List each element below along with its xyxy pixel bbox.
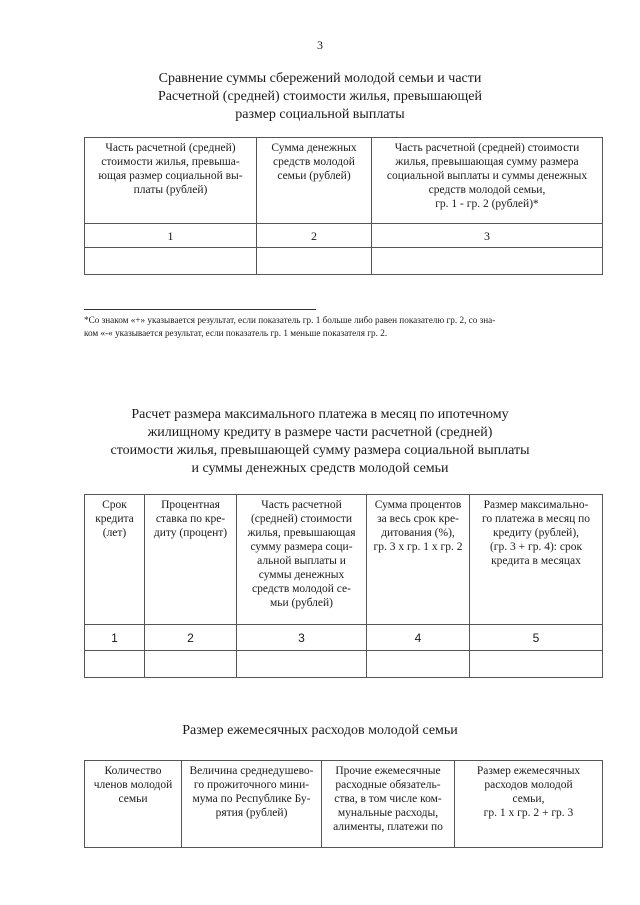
data-cell[interactable] xyxy=(367,651,470,678)
section3-title xyxy=(0,722,640,740)
column-number: 2 xyxy=(145,625,237,651)
data-cell[interactable] xyxy=(85,248,257,275)
column-number: 1 xyxy=(85,625,145,651)
section1-title-line: Расчетной (средней) стоимости жилья, превышающей xyxy=(158,89,482,104)
header-cell-4: Сумма процентов за весь срок кре- дитования (%), гр. 3 х гр. 1 х гр. 2 xyxy=(367,495,470,625)
table-header-row xyxy=(85,138,603,224)
footnote-line: ком «-« указывается результат, если показатель гр. 1 меньше показателя гр. 2. xyxy=(84,328,388,338)
header-cell-3: Часть расчетной (средней) стоимости жилья, превышающая сумму размера социальной выплаты и суммы денежных средств молодой семьи, гр. 1 - гр. 2 (рублей)* xyxy=(372,138,603,224)
header-cell-1: Количество членов молодой семьи xyxy=(85,761,182,848)
header-cell-2: Процентная ставка по кре- диту (процент) xyxy=(145,495,237,625)
section1-title-line: Сравнение суммы сбережений молодой семьи и части xyxy=(158,71,482,86)
header-cell-3: Часть расчетной (средней) стоимости жилья, превышающая сумму размера соци- альной выплаты и суммы денежных средств молодой се- мьи (рублей) xyxy=(237,495,367,625)
data-cell[interactable] xyxy=(237,651,367,678)
column-number: 1 xyxy=(85,224,257,248)
column-number: 3 xyxy=(372,224,603,248)
header-cell-3: Прочие ежемесячные расходные обязатель- ства, в том числе ком- мунальные расходы, алименты, платежи по xyxy=(322,761,455,848)
section2-title xyxy=(0,406,640,478)
header-cell-1: Срок кредита (лет) xyxy=(85,495,145,625)
monthly-expenses-table xyxy=(84,760,603,848)
savings-comparison-table xyxy=(84,137,603,275)
column-number-row xyxy=(85,224,603,248)
data-cell[interactable] xyxy=(470,651,603,678)
column-number: 2 xyxy=(257,224,372,248)
data-cell[interactable] xyxy=(372,248,603,275)
data-entry-row xyxy=(85,651,603,678)
table-header-row xyxy=(85,495,603,625)
section1-title-line: размер социальной выплаты xyxy=(235,107,405,122)
column-number: 3 xyxy=(237,625,367,651)
section2-title-line: и суммы денежных средств молодой семьи xyxy=(191,461,449,476)
section3-title-line: Размер ежемесячных расходов молодой семьи xyxy=(182,723,458,738)
column-number: 4 xyxy=(367,625,470,651)
footnote-line: *Со знаком «+» указывается результат, если показатель гр. 1 больше либо равен показателю гр. 2, со зна- xyxy=(84,315,496,325)
column-number: 5 xyxy=(470,625,603,651)
header-cell-2: Сумма денежных средств молодой семьи (рублей) xyxy=(257,138,372,224)
table-header-row xyxy=(85,761,603,848)
section2-title-line: жилищному кредиту в размере части расчетной (средней) xyxy=(147,425,493,440)
header-cell-2: Величина среднедушево- го прожиточного мини- мума по Республике Бу- рятия (рублей) xyxy=(182,761,322,848)
footnote xyxy=(84,314,574,340)
header-cell-4: Размер ежемесячных расходов молодой семьи, гр. 1 х гр. 2 + гр. 3 xyxy=(455,761,603,848)
column-number-row xyxy=(85,625,603,651)
max-payment-table xyxy=(84,494,603,678)
data-cell[interactable] xyxy=(257,248,372,275)
data-cell[interactable] xyxy=(145,651,237,678)
section1-title xyxy=(0,70,640,124)
section2-title-line: стоимости жилья, превышающей сумму размера социальной выплаты xyxy=(110,443,530,458)
footnote-divider xyxy=(84,309,316,310)
data-cell[interactable] xyxy=(85,651,145,678)
section2-title-line: Расчет размера максимального платежа в месяц по ипотечному xyxy=(131,407,509,422)
header-cell-1: Часть расчетной (средней) стоимости жилья, превыша- ющая размер социальной вы- платы (рублей) xyxy=(85,138,257,224)
data-entry-row xyxy=(85,248,603,275)
header-cell-5: Размер максимально- го платежа в месяц по кредиту (рублей), (гр. 3 + гр. 4): срок кредита в месяцах xyxy=(470,495,603,625)
page-number: 3 xyxy=(317,38,323,52)
